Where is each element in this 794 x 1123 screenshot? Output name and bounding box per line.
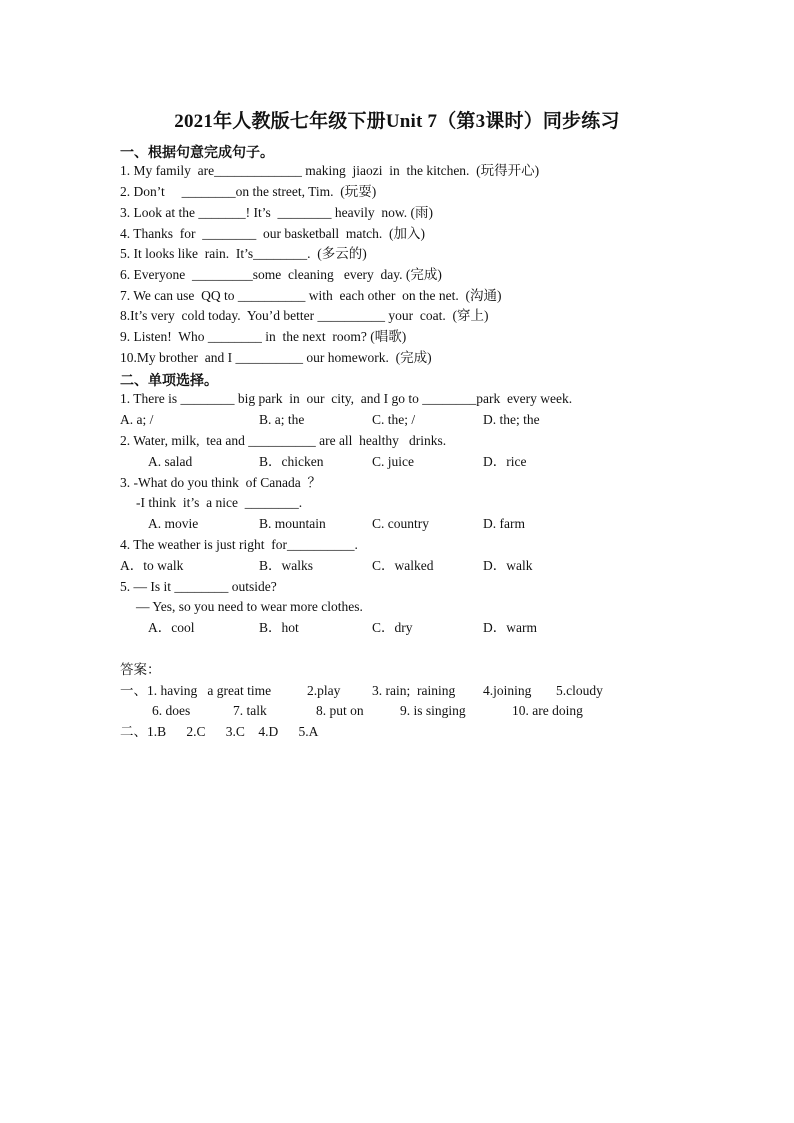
q3-option-c: C. country — [372, 516, 429, 531]
answer-1-7: 7. talk — [233, 703, 267, 718]
q4-text: 4. The weather is just right for__________. — [120, 537, 358, 552]
q5-option-d: D．warm — [483, 620, 537, 635]
q5-text-line2: — Yes, so you need to wear more clothes. — [136, 599, 363, 614]
s1-item-8: 8.It’s very cold today. You’d better __________ your coat. (穿上) — [120, 308, 489, 323]
answer-1-8: 8. put on — [316, 703, 364, 718]
q5-text: 5. — Is it ________ outside? — [120, 579, 277, 594]
s1-item-9: 9. Listen! Who ________ in the next room? (唱歌) — [120, 329, 407, 344]
s1-item-5: 5. It looks like rain. It’s________. (多云的) — [120, 246, 367, 261]
q1-option-c: C. the; / — [372, 412, 416, 427]
s1-item-3: 3. Look at the _______! It’s ________ heavily now. (雨) — [120, 205, 433, 220]
s1-item-10: 10.My brother and I __________ our homework. (完成) — [120, 350, 432, 365]
answer-1-1: 一、1. having a great time — [120, 683, 272, 698]
q2-option-c: C. juice — [372, 454, 414, 469]
s1-item-2: 2. Don’t ________on the street, Tim. (玩耍) — [120, 184, 377, 199]
q2-text: 2. Water, milk, tea and __________ are all healthy drinks. — [120, 433, 447, 448]
q1-option-a: A. a; / — [120, 412, 154, 427]
q4-option-b: B．walks — [259, 558, 313, 573]
page-title: 2021年人教版七年级下册Unit 7（第3课时）同步练习 — [174, 111, 620, 132]
s1-item-4: 4. Thanks for ________ our basketball match. (加入) — [120, 226, 425, 241]
q3-text-line2: -I think it’s a nice ________. — [136, 495, 303, 510]
answer-1-2: 2.play — [307, 683, 341, 698]
q3-option-b: B. mountain — [259, 516, 326, 531]
answer-1-9: 9. is singing — [400, 703, 466, 718]
answer-1-4: 4.joining — [483, 683, 532, 698]
answers-section2: 二、1.B 2.C 3.C 4.D 5.A — [120, 724, 319, 739]
q4-option-d: D．walk — [483, 558, 533, 573]
q3-text: 3. -What do you think of Canada ？ — [120, 475, 321, 490]
q5-option-a: A．cool — [148, 620, 195, 635]
q1-option-d: D. the; the — [483, 412, 540, 427]
answer-1-5: 5.cloudy — [556, 683, 603, 698]
q1-text: 1. There is ________ big park in our city, and I go to ________park every week. — [120, 391, 573, 406]
answers-label: 答案： — [120, 662, 161, 677]
q3-option-a: A. movie — [148, 516, 199, 531]
q5-option-b: B．hot — [259, 620, 299, 635]
q4-option-a: A．to walk — [120, 558, 184, 573]
q2-option-a: A. salad — [148, 454, 193, 469]
s1-item-1: 1. My family are_____________ making jiaozi in the kitchen. (玩得开心) — [120, 163, 540, 178]
s1-item-6: 6. Everyone _________some cleaning every day. (完成) — [120, 267, 442, 282]
q1-option-b: B. a; the — [259, 412, 305, 427]
section1-heading: 一、根据句意完成句子。 — [120, 145, 274, 161]
answer-1-6: 6. does — [152, 703, 191, 718]
q4-option-c: C．walked — [372, 558, 434, 573]
answer-1-10: 10. are doing — [512, 703, 583, 718]
q5-option-c: C．dry — [372, 620, 413, 635]
q2-option-d: D．rice — [483, 454, 527, 469]
q3-option-d: D. farm — [483, 516, 525, 531]
answer-1-3: 3. rain; raining — [372, 683, 456, 698]
s1-item-7: 7. We can use QQ to __________ with each other on the net. (沟通) — [120, 288, 502, 303]
section2-heading: 二、单项选择。 — [120, 373, 218, 389]
q2-option-b: B．chicken — [259, 454, 324, 469]
